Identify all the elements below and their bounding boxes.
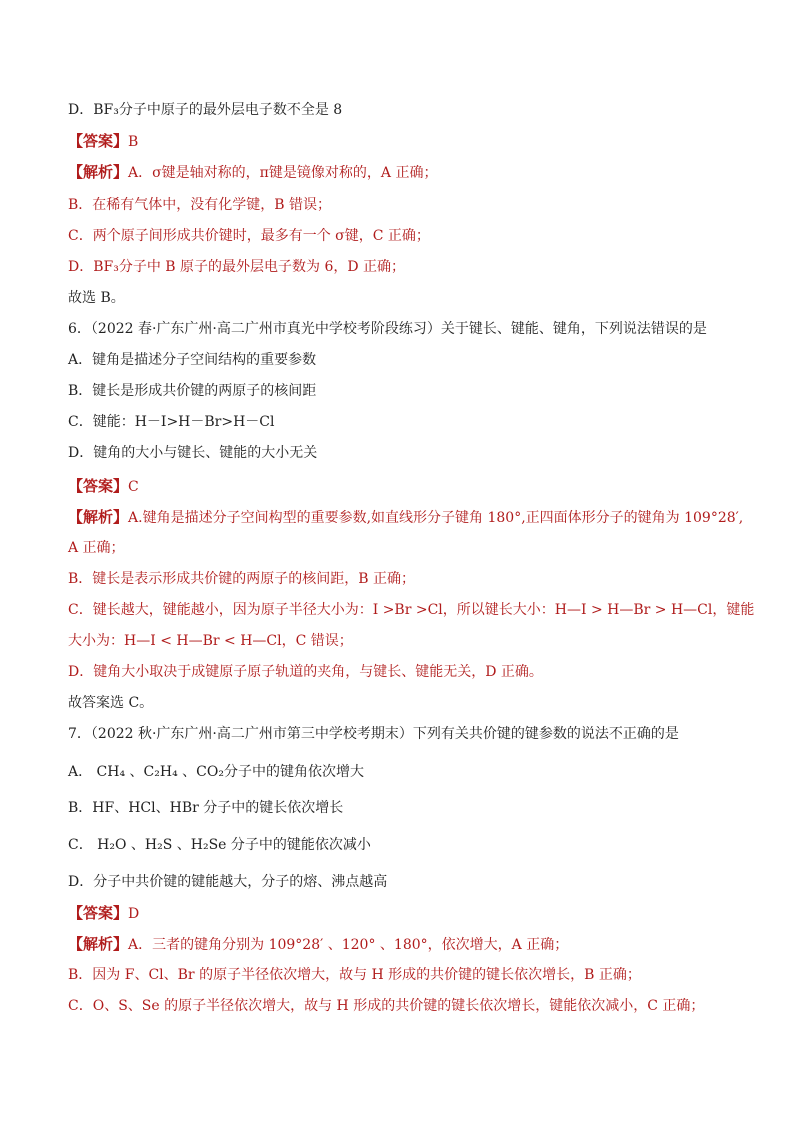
analysis-line: C．两个原子间形成共价键时，最多有一个 σ键，C 正确； bbox=[68, 228, 430, 244]
question-stem: 6．（2022 春·广东广州·高二广州市真光中学校考阶段练习）关于键长、键能、键角，下列说法错误的是 bbox=[68, 321, 707, 337]
option-line: D．键角的大小与键长、键能的大小无关 bbox=[68, 445, 318, 461]
analysis-line: A 正确； bbox=[68, 540, 125, 556]
question-stem: 7．（2022 秋·广东广州·高二广州市第三中学校考期末）下列有关共价键的键参数的说法不正确的是 bbox=[68, 726, 679, 742]
analysis-tag: 【解析】 bbox=[68, 935, 129, 953]
option-line: B．HF、HCl、HBr 分子中的键长依次增长 bbox=[68, 800, 344, 816]
answer-line: 【答案】C bbox=[68, 477, 139, 495]
analysis-line: B．因为 F、Cl、Br 的原子半径依次增大，故与 H 形成的共价键的键长依次增长，B 正确； bbox=[68, 967, 641, 983]
analysis-tag: 【解析】 bbox=[68, 163, 129, 181]
answer-tag: 【答案】 bbox=[68, 904, 129, 922]
option-line: D．分子中共价键的键能越大，分子的熔、沸点越高 bbox=[68, 874, 388, 890]
analysis-line: B．在稀有气体中，没有化学键，B 错误； bbox=[68, 197, 332, 213]
analysis-line: C．O、S、Se 的原子半径依次增大，故与 H 形成的共价键的键长依次增长，键能依次减小，C 正确； bbox=[68, 998, 705, 1014]
answer-line: 【答案】B bbox=[68, 132, 139, 150]
analysis-line: 大小为：H—I < H—Br < H—Cl，C 错误； bbox=[68, 633, 353, 649]
option-line: C． H₂O 、H₂S 、H₂Se 分子中的键能依次减小 bbox=[68, 837, 371, 853]
analysis-line: D．键角大小取决于成键原子原子轨道的夹角，与键长、键能无关，D 正确。 bbox=[68, 664, 543, 680]
analysis-line: 【解析】A．σ键是轴对称的，π键是镜像对称的，A 正确； bbox=[68, 163, 438, 181]
option-line: C．键能：H－I>H－Br>H－Cl bbox=[68, 414, 275, 430]
analysis-line: C．键长越大，键能越小，因为原子半径大小为：I >Br >Cl，所以键长大小：H—I > H—Br > H—Cl，键能 bbox=[68, 602, 755, 618]
analysis-tag: 【解析】 bbox=[68, 508, 129, 526]
option-line: A．键角是描述分子空间结构的重要参数 bbox=[68, 352, 317, 368]
answer-tag: 【答案】 bbox=[68, 132, 129, 150]
answer-line: 【答案】D bbox=[68, 904, 140, 922]
option-line: D．BF₃分子中原子的最外层电子数不全是 8 bbox=[68, 102, 343, 118]
analysis-line: 【解析】A．三者的键角分别为 109°28′ 、120° 、180°，依次增大，A 正确； bbox=[68, 935, 569, 953]
conclusion-line: 故答案选 C。 bbox=[68, 695, 154, 711]
analysis-line: B．键长是表示形成共价键的两原子的核间距，B 正确； bbox=[68, 571, 416, 587]
analysis-line: D．BF₃分子中 B 原子的最外层电子数为 6，D 正确； bbox=[68, 259, 406, 275]
option-line: A． CH₄ 、C₂H₄ 、CO₂分子中的键角依次增大 bbox=[68, 764, 364, 780]
answer-tag: 【答案】 bbox=[68, 477, 129, 495]
analysis-line: 【解析】A.键角是描述分子空间构型的重要参数,如直线形分子键角 180°,正四面体形分子的键角为 109°28′, bbox=[68, 508, 744, 526]
conclusion-line: 故选 B。 bbox=[68, 290, 125, 306]
option-line: B．键长是形成共价键的两原子的核间距 bbox=[68, 383, 317, 399]
